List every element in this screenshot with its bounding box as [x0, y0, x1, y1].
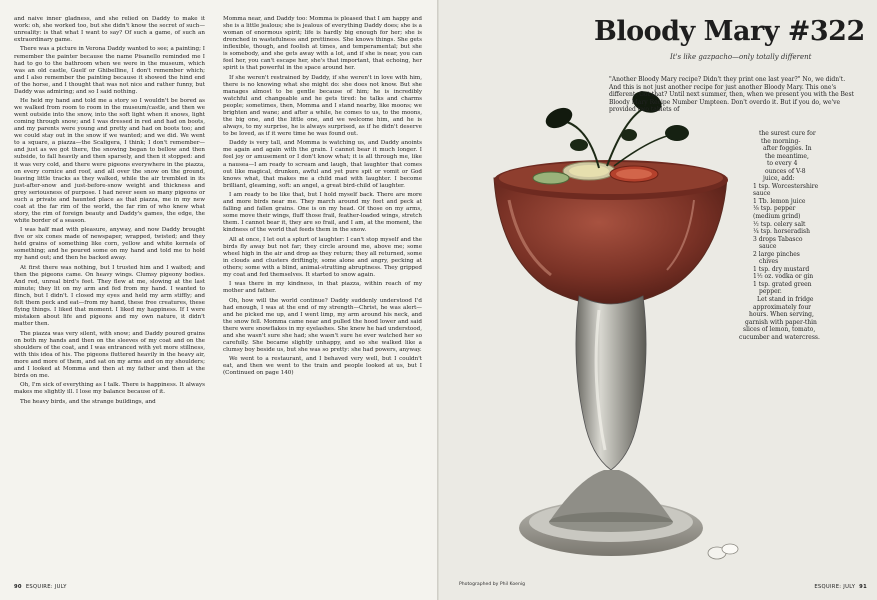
recipe-line: Let stand in fridge	[757, 296, 814, 304]
photo-credit: Photographed by Phil Koenig	[459, 582, 526, 587]
recipe-line: the morning-	[761, 137, 801, 145]
paragraph: The piazza was very silent, with snow; and Daddy poured grains on both my hands and then on the sleeves of my coat and on the shoulders of the coat, and I was entranced with yet more stillness, with this idea of his. The pigeons fluttered heavily in the heavy air, more and more of them, and sat on my arms and on my shoulders; and I looked at Momma and then at my father and then at the birds on me.	[14, 330, 205, 379]
recipe-line: approximately four	[753, 303, 812, 311]
recipe-line: the meantime,	[765, 152, 809, 160]
paragraph: I am ready to be like that, but I hold myself back. There are more and more birds near me. They march around my feet and peck at falling and fallen grains. One is on my head. Of those on my arms, some move their wings, fluff those frail, feather-loaded wings, stretch them. I cannot bear it, they are so frail, and I am, at the moment, the kindness of the world that feeds them in the snow.	[223, 192, 422, 234]
folio-label: ESQUIRE: JULY	[25, 584, 67, 590]
recipe-line: the surest cure for	[759, 130, 816, 137]
paragraph: At first there was nothing, but I trusted him and I waited; and then the pigeons came. On heavy wings. Clumsy pigeony bodies. And red, unreal bird's feet. They flew at me, slowing at the last minute; they lit on my arm and fed from my hand. I wanted to flinch, but I didn't. I closed my eyes and held my arm stiffly; and felt them peck and eat—from my hand, these free creatures, these flying things. I liked that moment. I liked my happiness. If I were mistaken about life and pigeons and my own nature, it didn't matter then.	[14, 264, 205, 328]
paragraph: The heavy birds, and the strange buildings, and	[20, 398, 156, 405]
article-title: Bloody Mary #322	[594, 16, 865, 47]
recipe-line: sauce	[759, 243, 777, 251]
recipe-line: 2 large pinches	[753, 250, 800, 258]
page-number: 90	[14, 584, 22, 590]
recipe-line: hours. When serving,	[749, 311, 814, 319]
recipe-line: ⅛ tsp. pepper	[753, 205, 796, 213]
intro-text: "Another Bloody Mary recipe? Didn't they print one last year?" No, we didn't. And this is not just another recipe for just another Bloody Mary. This one's different. Got that? Until next summer, then, when we present you with the Best Bloody Mary Recipe Number Umpteen. Don't overdo it. But if you do, we've provided two tablets of	[609, 76, 854, 114]
recipe-line: juice, add:	[763, 175, 795, 183]
paragraph: Oh, I'm sick of everything as I talk. There is happiness. It always makes me slightly ill. I lose my balance because of it.	[14, 382, 205, 396]
recipe-line: after foggies. In	[763, 145, 812, 153]
paragraph: Momma near, and Daddy too: Momma is pleased that I am happy and she is a little jealous; she is jealous of everything Daddy does; she is a woman of enormous spirit; life is hardly big enough for her; she is drenched in wastefulness and prettiness. She knows things. She gets inflexible, though, and foolish at times, and temperamental; but she is somebody, and she gets away with a lot, and if she is near, you can feel her, you can't escape her, she's that important, that echoing, her spirit is that powerful in the space around her.	[223, 16, 423, 72]
paragraph: He held my hand and told me a story so I wouldn't be bored as we walked from room to room in the museum/castle, and then we went outside into the snow, into the soft light when it snows, light coming through snow; and I was dressed in red and had on boots, and my parents were young and pretty and had on boots too; and we could stay out in the snow if we wanted; and we did. We went to a square, a piazza—the Scaligera, I think; I don't remember—and just as we got there, the snowing began to bellow and then subside, to fall heavily and then sparsely, and then it stopped: and it was very cold, and there were pigeons everywhere in the piazza, on every cornice and roof, and all over the snow on the ground, leaving little tracks as they walked, while the air trembled in its just-after-snow and just-before-snow weight and thickness and grey seriousness of purpose. I had never seen so many pigeons or such a private and haunted place as that piazza, me in my new coat at the far rim of the world, the far rim of who knew what story, the rim of foreign beauty and Daddy's games, the edge, the white border of a season.	[14, 98, 205, 224]
text-column-2	[223, 16, 422, 380]
recipe-line: ounces of V-8	[765, 167, 806, 175]
recipe-line: cucumber and watercress.	[739, 333, 820, 341]
recipe-line: to every 4	[767, 160, 798, 168]
paragraph: There was a picture in Verona Daddy wanted to see; a painting; I remember the painter because the name Pisanello reminded me I had to go to the bathroom when we were in the museum, which was an old castle, Guelf or Ghibelline, I don't remember which; and I also remember the painting because it showed the hind end of the horse, and I thought that was not nice and rather funny, but Daddy was admiring; and so I said nothing.	[14, 46, 205, 95]
recipe-text	[739, 130, 857, 341]
article-subtitle: It's like gazpacho—only totally different	[670, 53, 812, 61]
recipe-line: 1½ oz. vodka or gin	[753, 273, 814, 281]
folio-right	[814, 584, 867, 590]
paragraph: and naive inner gladness, and she relied on Daddy to make it work: oh, she worked too, but she didn't know the secret of such—unreality: is that what I want to say? Of such a game, of such an extraordinary game.	[14, 16, 205, 44]
recipe-line: pepper.	[759, 288, 782, 296]
recipe-line: 1 tsp. grated green	[753, 280, 812, 288]
paragraph: I was there in my kindness, in that piazza, within reach of my mother and father.	[223, 281, 422, 295]
recipe-line: slices of lemon, tomato,	[743, 326, 816, 334]
recipe-line: chives	[759, 258, 779, 266]
recipe-line: garnish with paper-thin	[745, 318, 817, 326]
folio-left	[14, 584, 67, 590]
recipe-line: ½ tsp. celery salt	[753, 220, 806, 228]
page-number: 91	[859, 584, 867, 590]
recipe-line: 1 tsp. dry mustard	[753, 265, 810, 273]
folio-label: ESQUIRE: JULY	[814, 584, 856, 590]
paragraph: I was half mad with pleasure, anyway, and now Daddy brought five or six cones made of newspaper, wrapped, twisted; and they held grains of something like corn, yellow and white kernels of something; and he poured some on my hand and told me to hold my hand out; and then he backed away.	[14, 227, 205, 262]
paragraph: Oh, how will the world continue? Daddy suddenly understood I'd had enough, I was at the end of my strength—Christ, he was alert—and he picked me up, and I went limp, my arm around his neck, and the snow fell. Momma came near and pulled the hood lower and said there were snowflakes in my eyelashes. She knew he had understood, and she wasn't sure she had; she wasn't sure he ever watched her so carefully. She became slightly unhappy, and so she walked like a clumsy boy beside us, but she was so pretty: she had powers, anyway.	[223, 297, 422, 353]
recipe-line: 1 Tb. lemon juice	[753, 197, 806, 205]
recipe-line: 1 tsp. Worcestershire	[753, 182, 819, 190]
paragraph: All at once, I let out a splurt of laughter: I can't stop myself and the birds fly away but not far; they circle around me, above me; some wheel high in the air and drop as they return; they all returned, some in clouds and clusters driftingly, some alone and angry, pecking at others; some with a blind, animal-strutting abruptness. They gripped my coat and fed themselves. It started to snow again.	[223, 236, 422, 278]
paragraph: Daddy is very tall, and Momma is watching us, and Daddy anoints me again and again with the grain. I cannot bear it much longer. I feel joy or amusement or I don't know what; it is all through me, like a nausea—I am ready to scream and laugh, that laughter that comes out like magical, drunken, awful and yet pure spit or vomit or God knows what, that makes me a child mad with laughter. I become brilliant, gleaming, soft: an angel, a great bird-child of laughter.	[223, 140, 422, 189]
paragraph: We went to a restaurant, and I behaved very well, but I couldn't eat, and then we went to the train and people looked at us, but I (Continued on page 140)	[223, 356, 422, 377]
recipe-line: ¼ tsp. horseradish	[753, 228, 810, 236]
right-page	[439, 0, 877, 600]
recipe-line: (medium grind)	[753, 213, 801, 221]
recipe-line: sauce	[753, 190, 771, 198]
left-page	[0, 0, 438, 600]
paragraph: If she weren't restrained by Daddy, if she weren't in love with him, there is no knowing what she might do: she does not know. But she manages almost to be gentle because of him; he is incredibly watchful and changeable and he gets tired: he talks and charms people; sometimes, then, Momma and I stand nearby, like moons; we brighten and wane; and after a while, he comes to us, to the moons, the big one, and the little one, and we welcome him, and he is always, to my surprise, he is always surprised, as if he didn't deserve to be loved, as if it were time he was found out.	[223, 74, 422, 138]
recipe-line: 3 drops Tabasco	[753, 235, 803, 243]
text-column-1	[14, 16, 205, 408]
